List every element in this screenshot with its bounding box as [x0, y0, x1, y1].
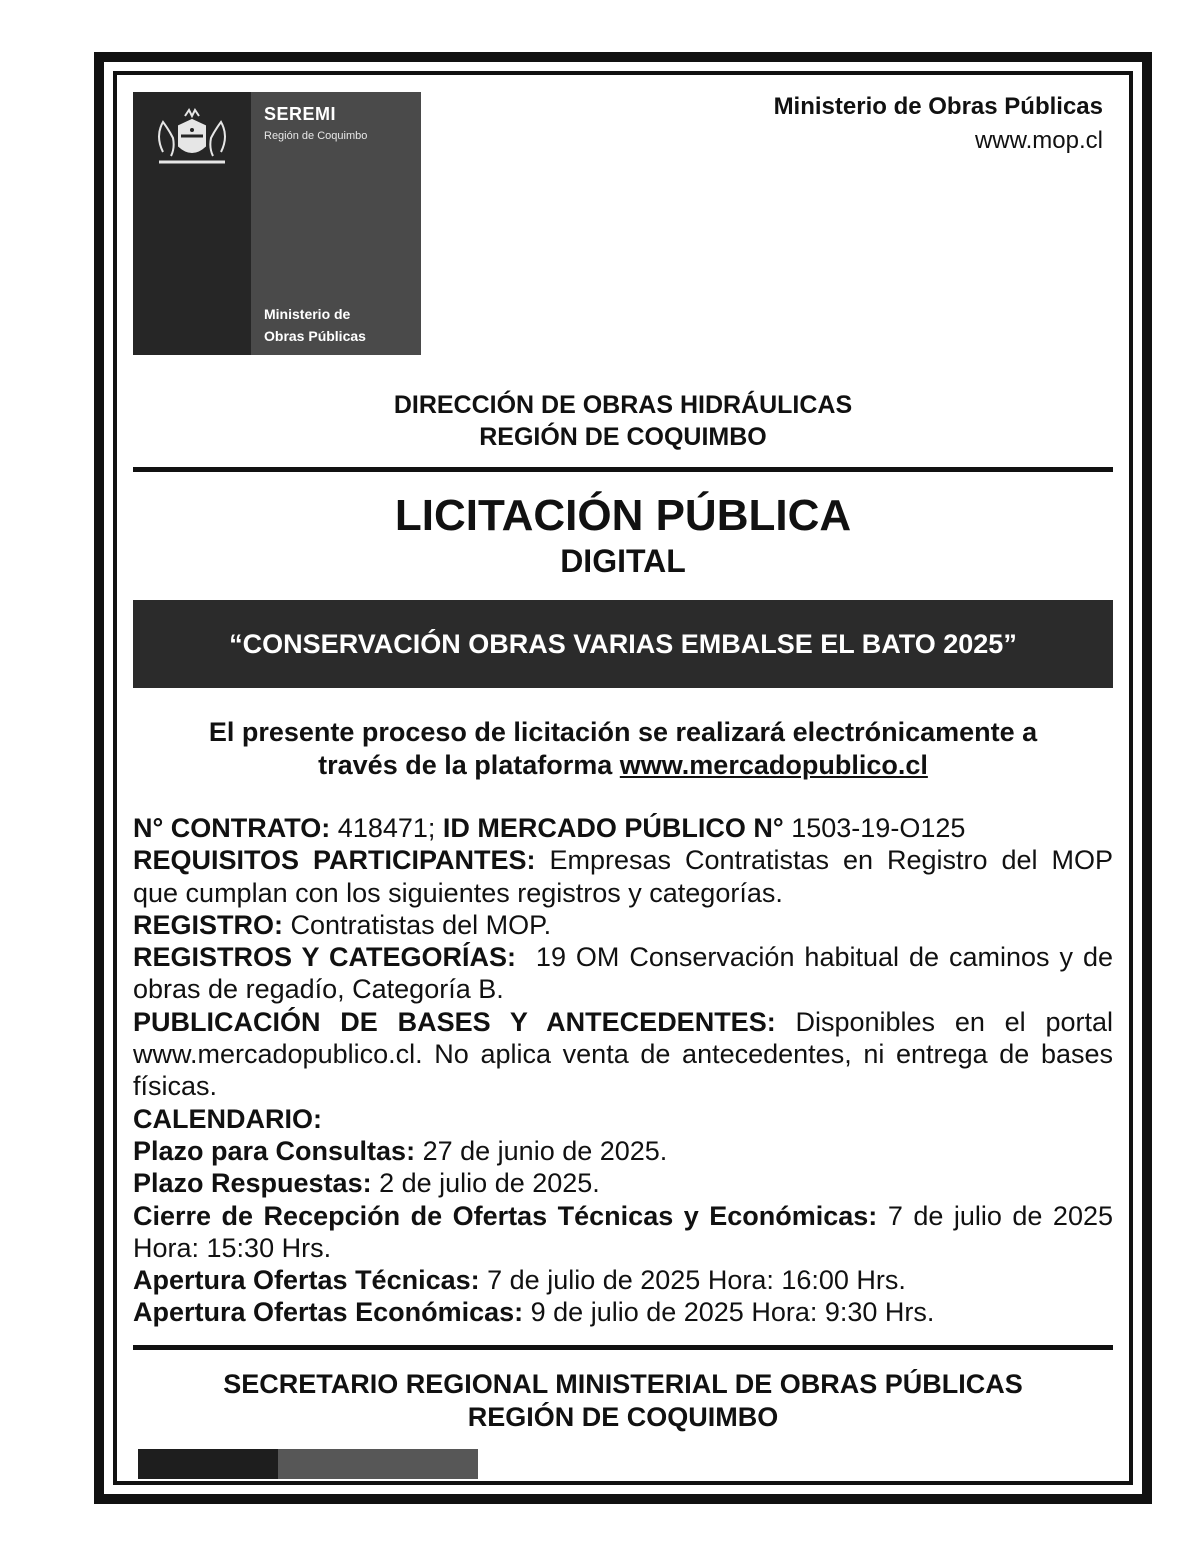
categorias-line	[133, 941, 1113, 1006]
intro-line1: El presente proceso de licitación se realizará electrónicamente a	[208, 717, 1038, 747]
logo-ministry-line2: Obras Públicas	[264, 328, 366, 344]
calendario-label: CALENDARIO:	[133, 1103, 322, 1134]
consultas-label: Plazo para Consultas:	[133, 1135, 416, 1166]
registro-label: REGISTRO:	[133, 909, 284, 940]
categorias-label: REGISTROS Y CATEGORÍAS:	[133, 942, 516, 973]
apertura-tecnica-value: 7 de julio de 2025 Hora: 16:00 Hrs.	[487, 1265, 906, 1296]
header-right	[774, 93, 1103, 155]
consultas-line	[133, 1135, 1113, 1167]
direction-line1: DIRECCIÓN DE OBRAS HIDRÁULICAS	[393, 391, 853, 419]
signature-line2: REGIÓN DE COQUIMBO	[467, 1402, 779, 1432]
apertura-economica-line	[133, 1296, 1113, 1328]
apertura-economica-value: 9 de julio de 2025 Hora: 9:30 Hrs.	[530, 1297, 935, 1328]
signature-line1: SECRETARIO REGIONAL MINISTERIAL DE OBRAS PÚBLICAS	[223, 1369, 1023, 1399]
mercadopublico-link[interactable]: www.mercadopublico.cl	[619, 750, 928, 780]
intro-text	[133, 716, 1113, 782]
publicacion-line	[133, 1006, 1113, 1103]
coat-of-arms-icon	[145, 108, 239, 172]
id-label: ID MERCADO PÚBLICO N°	[442, 813, 784, 843]
requisitos-value: Empresas Contratistas en Registro del MOP que cumplan con los siguientes registros y categorías.	[133, 845, 1113, 908]
categorias-value: 19 OM Conservación habitual de caminos y de obras de regadío, Categoría B.	[133, 942, 1113, 1005]
logo-dark-panel	[133, 92, 251, 355]
intro-prefix: través de la plataforma	[318, 750, 613, 780]
project-name: “CONSERVACIÓN OBRAS VARIAS EMBALSE EL BATO 2025”	[229, 628, 1017, 659]
ministry-url[interactable]: www.mop.cl	[974, 127, 1103, 154]
logo-ministry	[264, 303, 366, 347]
divider-bottom	[133, 1345, 1113, 1350]
consultas-value: 27 de junio de 2025.	[422, 1135, 668, 1166]
footer-bar-dark	[138, 1449, 278, 1479]
logo-ministry-line1: Ministerio de	[264, 306, 351, 322]
respuestas-label: Plazo Respuestas:	[133, 1168, 372, 1199]
apertura-tecnica-label: Apertura Ofertas Técnicas:	[133, 1265, 480, 1296]
footer-bar-grey	[278, 1449, 478, 1479]
contract-line	[133, 812, 1113, 844]
page-subtitle: DIGITAL	[560, 543, 686, 579]
cierre-line	[133, 1200, 1113, 1265]
contract-value: 418471;	[337, 813, 436, 843]
contract-label: N° CONTRATO:	[133, 813, 331, 843]
signature-block	[133, 1368, 1113, 1434]
id-value: 1503-19-O125	[791, 813, 966, 843]
registro-value: Contratistas del MOP.	[290, 909, 552, 940]
apertura-economica-label: Apertura Ofertas Económicas:	[133, 1297, 524, 1328]
apertura-tecnica-line	[133, 1264, 1113, 1296]
tender-details	[133, 812, 1113, 1329]
requisitos-label: REQUISITOS PARTICIPANTES:	[133, 845, 536, 876]
logo-seremi: SEREMI	[264, 104, 337, 124]
cierre-value: 7 de julio de 2025 Hora: 15:30 Hrs.	[133, 1200, 1113, 1263]
publicacion-label: PUBLICACIÓN DE BASES Y ANTECEDENTES:	[133, 1006, 776, 1037]
requisitos-line	[133, 844, 1113, 909]
direction-line2: REGIÓN DE COQUIMBO	[479, 423, 767, 451]
seremi-logo	[133, 92, 421, 355]
registro-line	[133, 909, 1113, 941]
logo-region: Región de Coquimbo	[264, 130, 368, 142]
project-banner	[133, 600, 1113, 688]
page-title: LICITACIÓN PÚBLICA	[394, 491, 852, 540]
respuestas-value: 2 de julio de 2025.	[379, 1168, 600, 1199]
respuestas-line	[133, 1167, 1113, 1199]
divider-top	[133, 467, 1113, 472]
ministry-name: Ministerio de Obras Públicas	[773, 93, 1103, 120]
cierre-label: Cierre de Recepción de Ofertas Técnicas y Económicas:	[133, 1200, 878, 1231]
intro-line2	[133, 749, 1113, 782]
direction-heading	[133, 389, 1113, 453]
calendario-line	[133, 1103, 1113, 1135]
publicacion-value: Disponibles en el portal www.mercadopublico.cl. No aplica venta de antecedentes, ni entrega de bases físicas.	[133, 1006, 1113, 1102]
